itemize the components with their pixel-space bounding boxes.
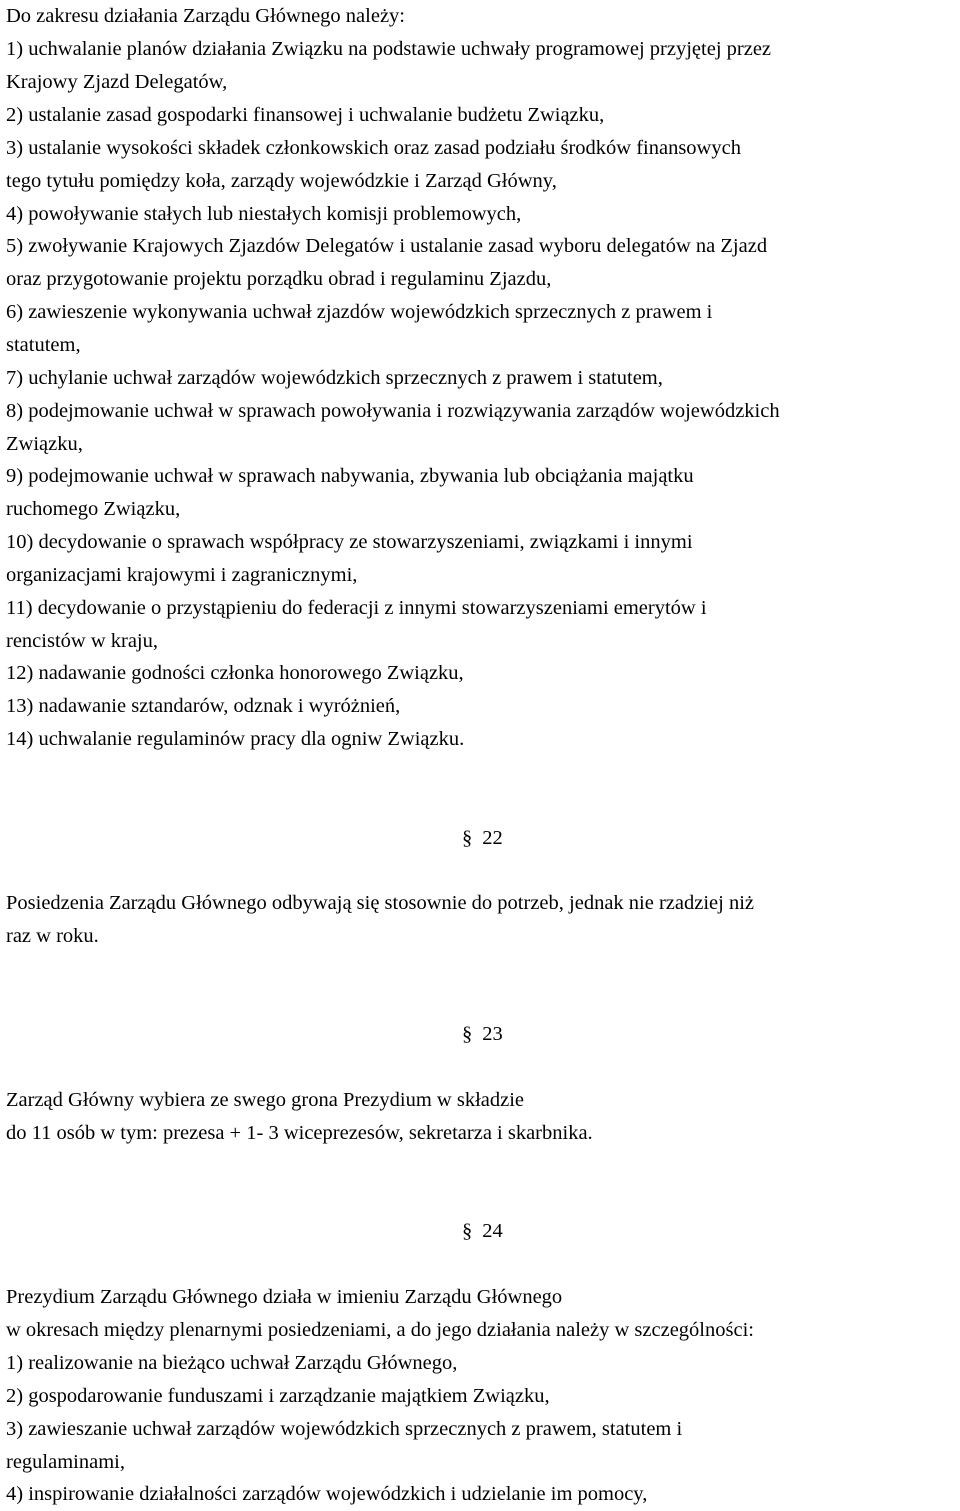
list-item: 1) uchwalanie planów działania Związku na podstawie uchwały programowej przyjętej przez — [6, 38, 772, 60]
list-item: oraz przygotowanie projektu porządku obrad i regulaminu Zjazdu, — [6, 268, 552, 290]
list-item: 14) uchwalanie regulaminów pracy dla ogniw Związku. — [6, 728, 465, 750]
list-item: 1) realizowanie na bieżąco uchwał Zarządu Głównego, — [6, 1352, 458, 1374]
list-item: 11) decydowanie o przystąpieniu do federacji z innymi stowarzyszeniami emerytów i — [6, 597, 707, 619]
list-item: 3) ustalanie wysokości składek członkowskich oraz zasad podziału środków finansowych — [6, 137, 741, 159]
list-item: statutem, — [6, 334, 81, 356]
list-item: 4) inspirowanie działalności zarządów wojewódzkich i udzielanie im pomocy, — [6, 1483, 648, 1505]
list-item: 13) nadawanie sztandarów, odznak i wyróżnień, — [6, 695, 401, 717]
section-heading-23 — [462, 1022, 503, 1046]
section-number: 23 — [482, 1023, 503, 1045]
list-item: 4) powoływanie stałych lub niestałych komisji problemowych, — [6, 203, 522, 225]
section-heading-24 — [462, 1219, 503, 1243]
section-number: 22 — [482, 827, 503, 849]
list-item: 10) decydowanie o sprawach współpracy ze stowarzyszeniami, związkami i innymi — [6, 531, 693, 553]
section-sign: § — [462, 1023, 473, 1045]
list-item: Związku, — [6, 433, 83, 455]
section-sign: § — [462, 1220, 473, 1242]
paragraph-line: Zarząd Główny wybiera ze swego grona Prezydium w składzie — [6, 1089, 525, 1111]
list-item: 3) zawieszanie uchwał zarządów wojewódzkich sprzecznych z prawem, statutem i — [6, 1418, 683, 1440]
list-item: 12) nadawanie godności członka honorowego Związku, — [6, 662, 464, 684]
list-item: 9) podejmowanie uchwał w sprawach nabywania, zbywania lub obciążania majątku — [6, 465, 694, 487]
list-item: regulaminami, — [6, 1451, 125, 1473]
list-item: 2) gospodarowanie funduszami i zarządzanie majątkiem Związku, — [6, 1385, 550, 1407]
list-item: 5) zwoływanie Krajowych Zjazdów Delegatów i ustalanie zasad wyboru delegatów na Zjazd — [6, 235, 768, 257]
section-heading-22 — [462, 826, 503, 850]
list-item: 7) uchylanie uchwał zarządów wojewódzkich sprzecznych z prawem i statutem, — [6, 367, 663, 389]
list-item: rencistów w kraju, — [6, 630, 158, 652]
intro-text: Do zakresu działania Zarządu Głównego należy: — [6, 5, 405, 27]
list-item: 8) podejmowanie uchwał w sprawach powoływania i rozwiązywania zarządów wojewódzkich — [6, 400, 780, 422]
paragraph-line: w okresach między plenarnymi posiedzeniami, a do jego działania należy w szczególności: — [6, 1319, 754, 1341]
list-item: 2) ustalanie zasad gospodarki finansowej i uchwalanie budżetu Związku, — [6, 104, 605, 126]
list-item: 6) zawieszenie wykonywania uchwał zjazdów wojewódzkich sprzecznych z prawem i — [6, 301, 713, 323]
paragraph-line: Prezydium Zarządu Głównego działa w imieniu Zarządu Głównego — [6, 1286, 563, 1308]
list-item: ruchomego Związku, — [6, 498, 181, 520]
list-item: Krajowy Zjazd Delegatów, — [6, 71, 228, 93]
list-item: tego tytułu pomiędzy koła, zarządy wojewódzkie i Zarząd Główny, — [6, 170, 557, 192]
paragraph-line: raz w roku. — [6, 925, 99, 947]
section-number: 24 — [482, 1220, 503, 1242]
section-sign: § — [462, 827, 473, 849]
paragraph-line: do 11 osób w tym: prezesa + 1- 3 wiceprezesów, sekretarza i skarbnika. — [6, 1122, 593, 1144]
list-item: organizacjami krajowymi i zagranicznymi, — [6, 564, 358, 586]
paragraph-line: Posiedzenia Zarządu Głównego odbywają się stosownie do potrzeb, jednak nie rzadziej niż — [6, 892, 754, 914]
